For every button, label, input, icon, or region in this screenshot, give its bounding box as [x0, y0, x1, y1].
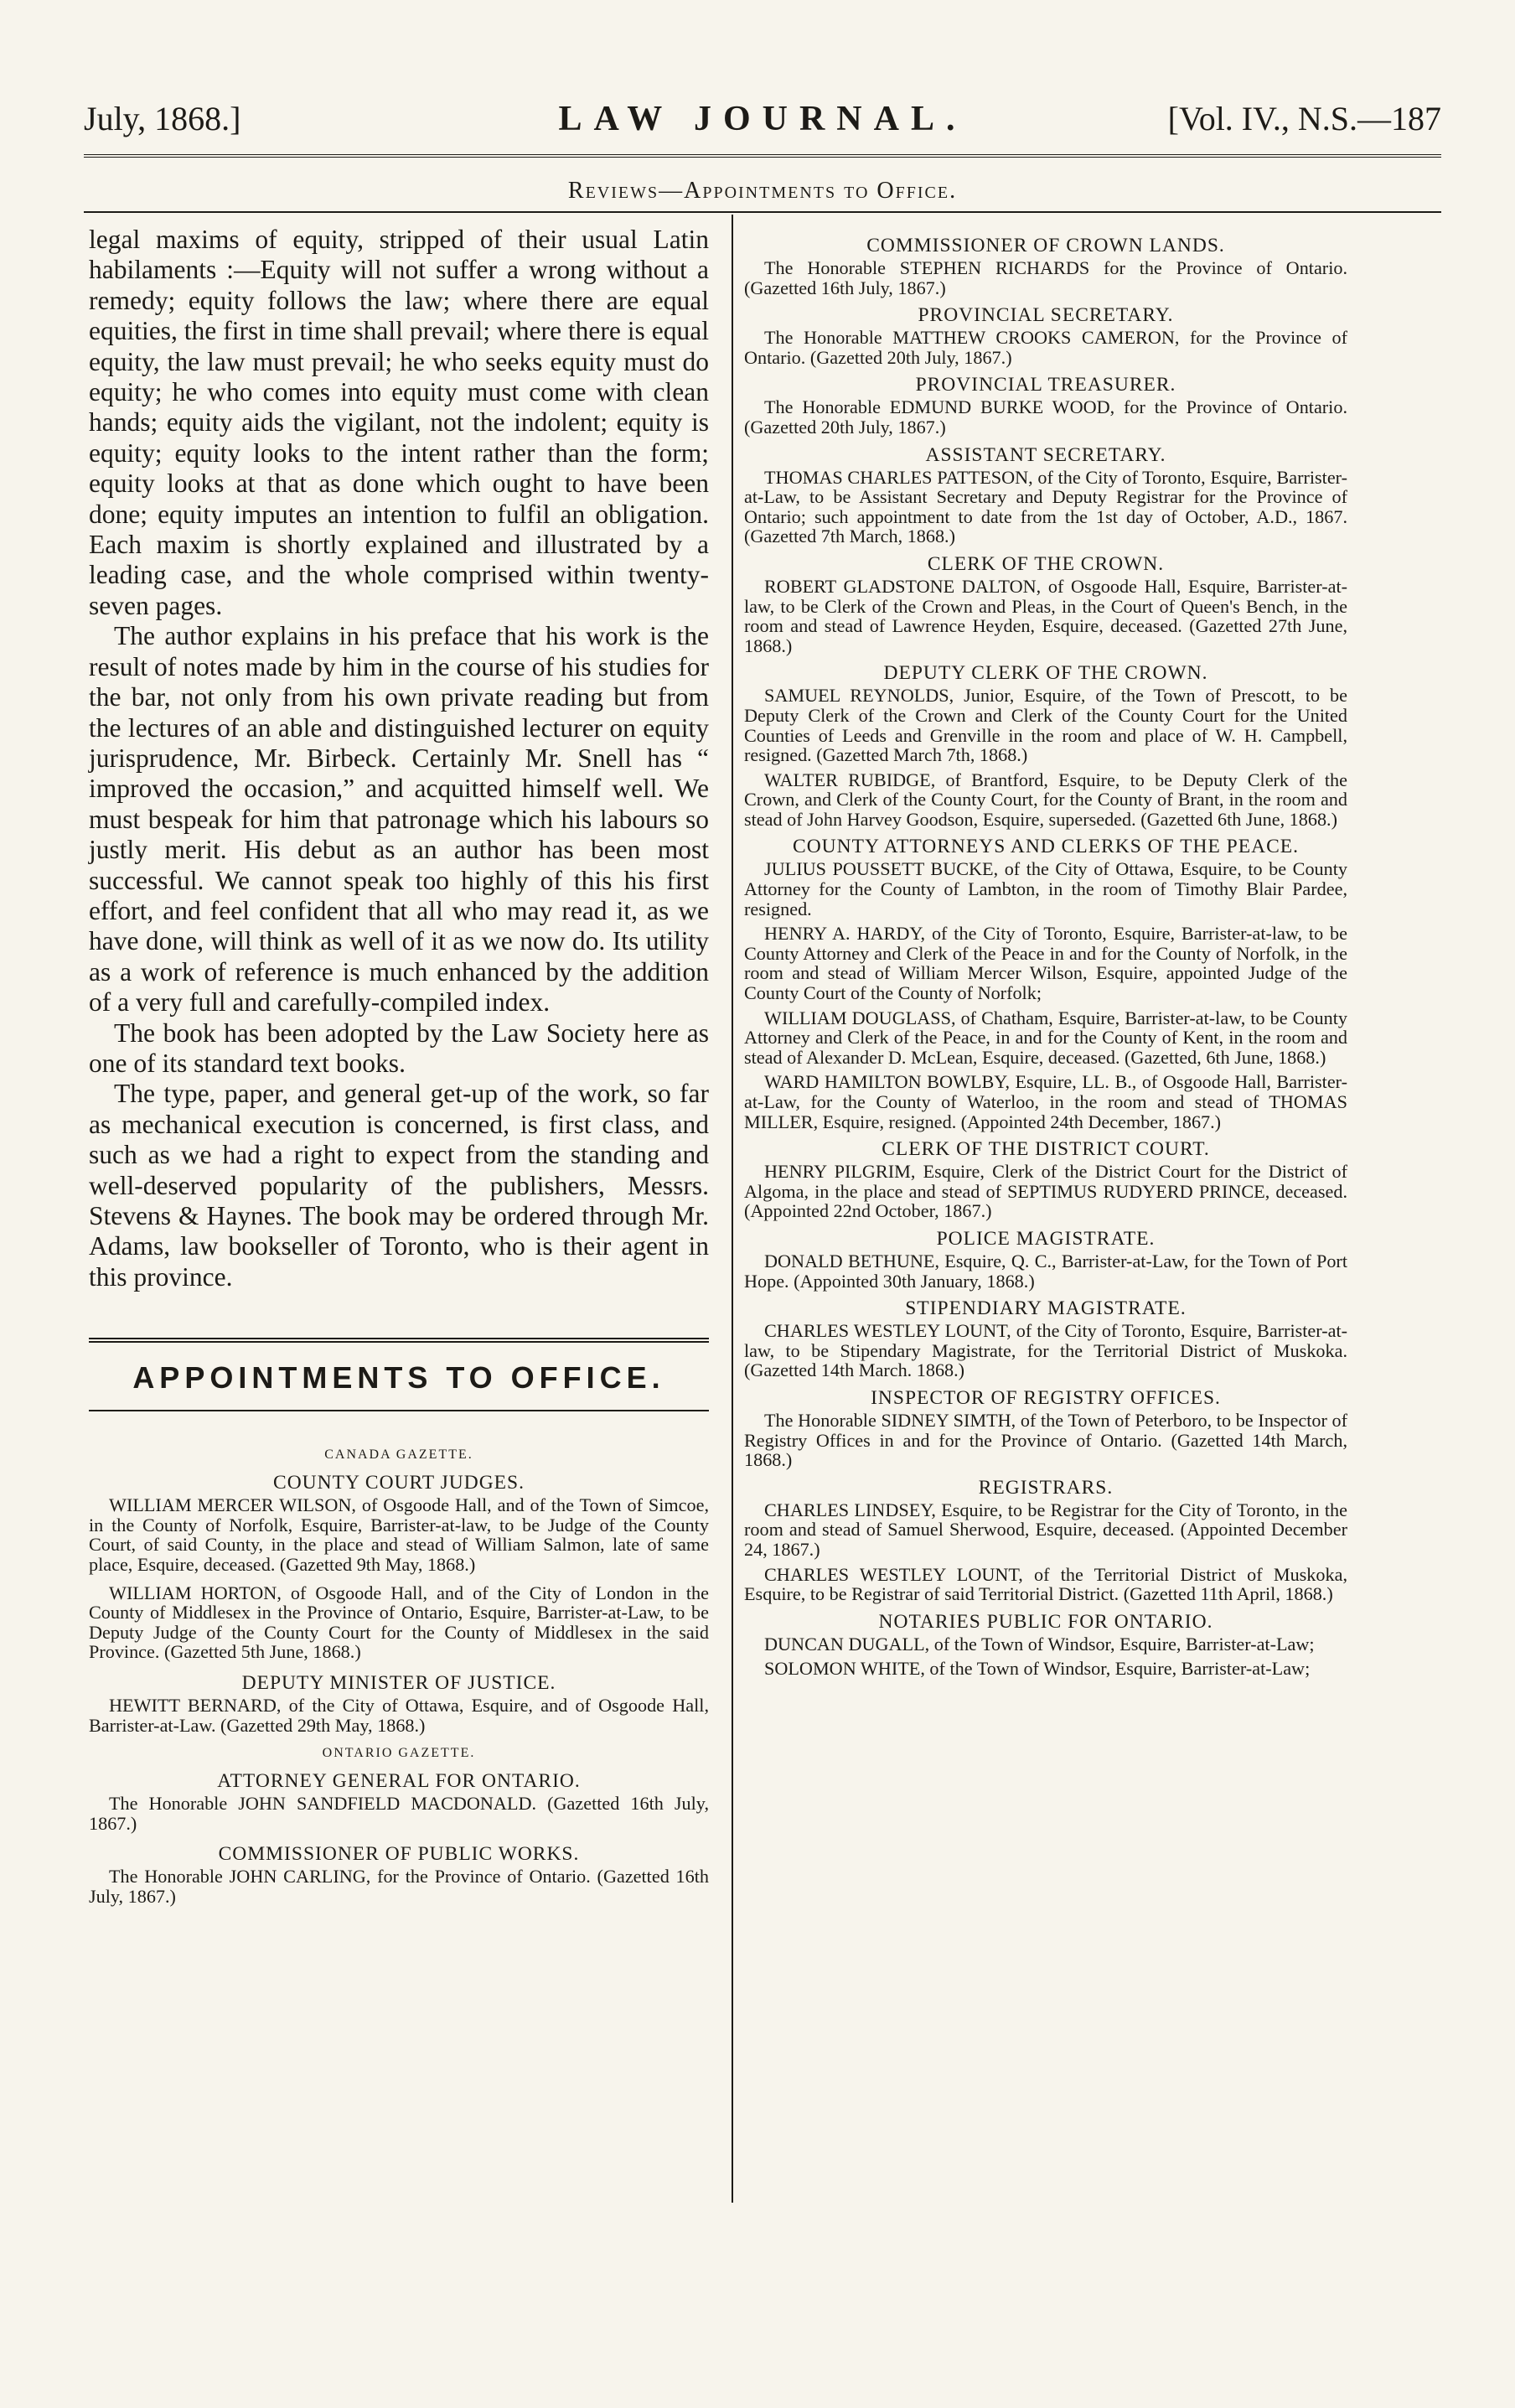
office-heading: NOTARIES PUBLIC FOR ONTARIO. [878, 1610, 1213, 1633]
header-rule [84, 154, 1441, 158]
appointment-entry: WILLIAM MERCER WILSON, of Osgoode Hall, and of the Town of Simcoe, in the County of Norfolk, Esquire, Barrister-at-law, to be Judge of the County Court, of said County, in the place and stead of William Salmon, late of same place, Esquire, deceased. (Gazetted 9th May, 1868.) [89, 1494, 709, 1575]
review-paragraph: The author explains in his preface that his work is the result of notes made by him in the course of his studies for the bar, not only from his own private reading but from the lectures of an able and distinguished lecturer on equity jurisprudence, Mr. Birbeck. Certainly Mr. Snell has “ improved the occasion,” and acquitted himself well. We must bespeak for him that patronage which his labours so justly merit. His debut as an author has been most successful. We cannot speak too highly of this his first effort, and feel confident that all who may read it, as we have done, will think as well of it as we now do. Its utility as a work of reference is much enhanced by the addition of a very full and carefully-compiled index. [89, 621, 709, 1018]
appointment-entry: THOMAS CHARLES PATTESON, of the City of Toronto, Esquire, Barrister-at-Law, to be Assistant Secretary and Deputy Registrar for the Province of Ontario; such appointment to date from the 1st day of October, A.D., 1867. (Gazetted 7th March, 1868.) [744, 466, 1347, 547]
review-text [89, 225, 709, 1292]
section-rule [84, 211, 1441, 213]
office-heading: COMMISSIONER OF PUBLIC WORKS. [218, 1843, 580, 1866]
appointment-entry: WILLIAM DOUGLASS, of Chatham, Esquire, Barrister-at-law, to be County Attorney and Clerk of the Peace, in and for the County of Kent, in the room and stead of Alexander D. McLean, Esquire, deceased. (Gazetted, 6th June, 1868.) [744, 1007, 1347, 1068]
appointment-entry: JULIUS POUSSETT BUCKE, of the City of Ottawa, Esquire, to be County Attorney for the County of Lambton, in the room of Timothy Blair Pardee, resigned. [744, 858, 1347, 919]
left-column [89, 225, 709, 1915]
office-heading: STIPENDIARY MAGISTRATE. [905, 1297, 1187, 1320]
appointment-entry: HEWITT BERNARD, of the City of Ottawa, Esquire, and of Osgoode Hall, Barrister-at-Law. (Gazetted 29th May, 1868.) [89, 1694, 709, 1736]
office-heading: COMMISSIONER OF CROWN LANDS. [866, 235, 1225, 256]
journal-title: LAW JOURNAL. [558, 100, 967, 138]
office-heading: COUNTY COURT JUDGES. [273, 1472, 525, 1494]
office-heading: ATTORNEY GENERAL FOR ONTARIO. [217, 1770, 581, 1793]
appointment-entry: CHARLES WESTLEY LOUNT, of the Territorial District of Muskoka, Esquire, to be Registrar of said Territorial District. (Gazetted 11th April, 1868.) [744, 1563, 1347, 1605]
issue-date: July, 1868.] [84, 100, 241, 137]
ontario-gazette-heading: ONTARIO GAZETTE. [322, 1746, 476, 1761]
appointment-entry: DUNCAN DUGALL, of the Town of Windsor, Esquire, Barrister-at-Law; [764, 1633, 1315, 1655]
appointments-rule [89, 1338, 709, 1343]
appointments-title: APPOINTMENTS TO OFFICE. [132, 1360, 665, 1396]
appointment-entry: WALTER RUBIDGE, of Brantford, Esquire, to be Deputy Clerk of the Crown, and Clerk of the County Court, for the County of Brant, in the room and stead of John Harvey Goodson, Esquire, superseded. (Gazetted 6th June, 1868.) [744, 769, 1347, 830]
review-paragraph: legal maxims of equity, stripped of their usual Latin habilaments :—Equity will not suffer a wrong without a remedy; equity follows the law; where there are equal equities, the first in time shall prevail; where there is equal equity, the law must prevail; he who seeks equity must do equity; he who comes into equity must come with clean hands; equity aids the vigilant, not the indolent; equity is equity; equity looks to the intent rather than the form; equity looks at that as done which ought to have been done; equity imputes an intention to fulfil an obligation. Each maxim is shortly explained and illustrated by a leading case, and the whole comprised within twenty-seven pages. [89, 225, 709, 620]
appointments-subrule [89, 1410, 709, 1411]
appointment-entry: The Honorable JOHN CARLING, for the Province of Ontario. (Gazetted 16th July, 1867.) [89, 1866, 709, 1907]
office-heading: DEPUTY CLERK OF THE CROWN. [883, 662, 1208, 685]
appointment-entry: The Honorable STEPHEN RICHARDS for the Province of Ontario. (Gazetted 16th July, 1867.) [744, 257, 1347, 298]
office-heading: PROVINCIAL TREASURER. [915, 374, 1176, 396]
review-paragraph: The book has been adopted by the Law Society here as one of its standard text books. [89, 1018, 709, 1078]
appointment-entry: The Honorable JOHN SANDFIELD MACDONALD. (Gazetted 16th July, 1867.) [89, 1793, 709, 1834]
appointment-entry: The Honorable SIDNEY SIMTH, of the Town of Peterboro, to be Inspector of Registry Offices in and for the Province of Ontario. (Gazetted 14th March, 1868.) [744, 1409, 1347, 1471]
office-heading: CLERK OF THE CROWN. [927, 552, 1165, 575]
appointment-entry: SOLOMON WHITE, of the Town of Windsor, Esquire, Barrister-at-Law; [764, 1658, 1311, 1680]
review-paragraph: The type, paper, and general get-up of the work, so far as mechanical execution is concerned, is first class, and such as we had a right to expect from the standing and well-deserved popularity of the publishers, Messrs. Stevens & Haynes. The book may be ordered through Mr. Adams, law bookseller of Toronto, who is their agent in this province. [89, 1079, 709, 1292]
section-heading: Reviews—Appointments to Office. [567, 178, 958, 204]
office-heading: COUNTY ATTORNEYS AND CLERKS OF THE PEACE. [793, 836, 1299, 858]
office-heading: DEPUTY MINISTER OF JUSTICE. [241, 1671, 556, 1694]
appointment-entry: The Honorable EDMUND BURKE WOOD, for the Province of Ontario. (Gazetted 20th July, 1867.) [744, 396, 1347, 438]
appointment-entry: HENRY A. HARDY, of the City of Toronto, Esquire, Barrister-at-law, to be County Attorney and Clerk of the Peace in and for the County of Norfolk, in the room and stead of William Mercer Wilson, Esquire, appointed Judge of the County Court of the County of Norfolk; [744, 923, 1347, 1004]
appointment-entry: WILLIAM HORTON, of Osgoode Hall, and of the City of London in the County of Middlesex in the Province of Ontario, Esquire, Barrister-at-Law, to be Deputy Judge of the County Court for the County of Middlesex in the said Province. (Gazetted 5th June, 1868.) [89, 1582, 709, 1663]
office-heading: INSPECTOR OF REGISTRY OFFICES. [871, 1386, 1221, 1409]
appointment-entry: ROBERT GLADSTONE DALTON, of Osgoode Hall, Esquire, Barrister-at-law, to be Clerk of the Crown and Pleas, in the Court of Queen's Bench, in the room and stead of Lawrence Heyden, Esquire, deceased. (Gazetted 27th June, 1868.) [744, 575, 1347, 656]
right-column [744, 233, 1347, 1684]
appointment-entry: SAMUEL REYNOLDS, Junior, Esquire, of the Town of Prescott, to be Deputy Clerk of the Crown and Clerk of the County Court for the United Counties of Leeds and Grenville in the room and place of W. H. Campbell, resigned. (Gazetted March 7th, 1868.) [744, 685, 1347, 766]
column-divider [732, 215, 733, 2203]
canada-gazette-heading: CANADA GAZETTE. [324, 1447, 473, 1463]
office-heading: POLICE MAGISTRATE. [936, 1227, 1156, 1250]
office-heading: REGISTRARS. [978, 1476, 1114, 1499]
appointment-entry: The Honorable MATTHEW CROOKS CAMERON, for the Province of Ontario. (Gazetted 20th July, 1867.) [744, 327, 1347, 368]
office-heading: CLERK OF THE DISTRICT COURT. [882, 1138, 1210, 1161]
appointment-entry: WARD HAMILTON BOWLBY, Esquire, LL. B., of Osgoode Hall, Barrister-at-Law, for the County of Waterloo, in the room and stead of THOMAS MILLER, Esquire, resigned. (Appointed 24th December, 1867.) [744, 1071, 1347, 1132]
appointment-entry: HENRY PILGRIM, Esquire, Clerk of the District Court for the District of Algoma, in the place and stead of SEPTIMUS RUDYERD PRINCE, deceased. (Appointed 22nd October, 1867.) [744, 1161, 1347, 1222]
office-heading: PROVINCIAL SECRETARY. [918, 304, 1174, 327]
office-heading: ASSISTANT SECRETARY. [925, 443, 1166, 466]
appointment-entry: CHARLES LINDSEY, Esquire, to be Registrar for the City of Toronto, in the room and stead of Samuel Sherwood, Esquire, deceased. (Appointed December 24, 1867.) [744, 1499, 1347, 1560]
appointment-entry: CHARLES WESTLEY LOUNT, of the City of Toronto, Esquire, Barrister-at-law, to be Stipendary Magistrate, for the Territorial District of Muskoka. (Gazetted 14th March. 1868.) [744, 1320, 1347, 1381]
running-head [84, 94, 1441, 144]
volume-page-number: [Vol. IV., N.S.—187 [1167, 100, 1441, 137]
appointment-entry: DONALD BETHUNE, Esquire, Q. C., Barrister-at-Law, for the Town of Port Hope. (Appointed 30th January, 1868.) [744, 1250, 1347, 1292]
